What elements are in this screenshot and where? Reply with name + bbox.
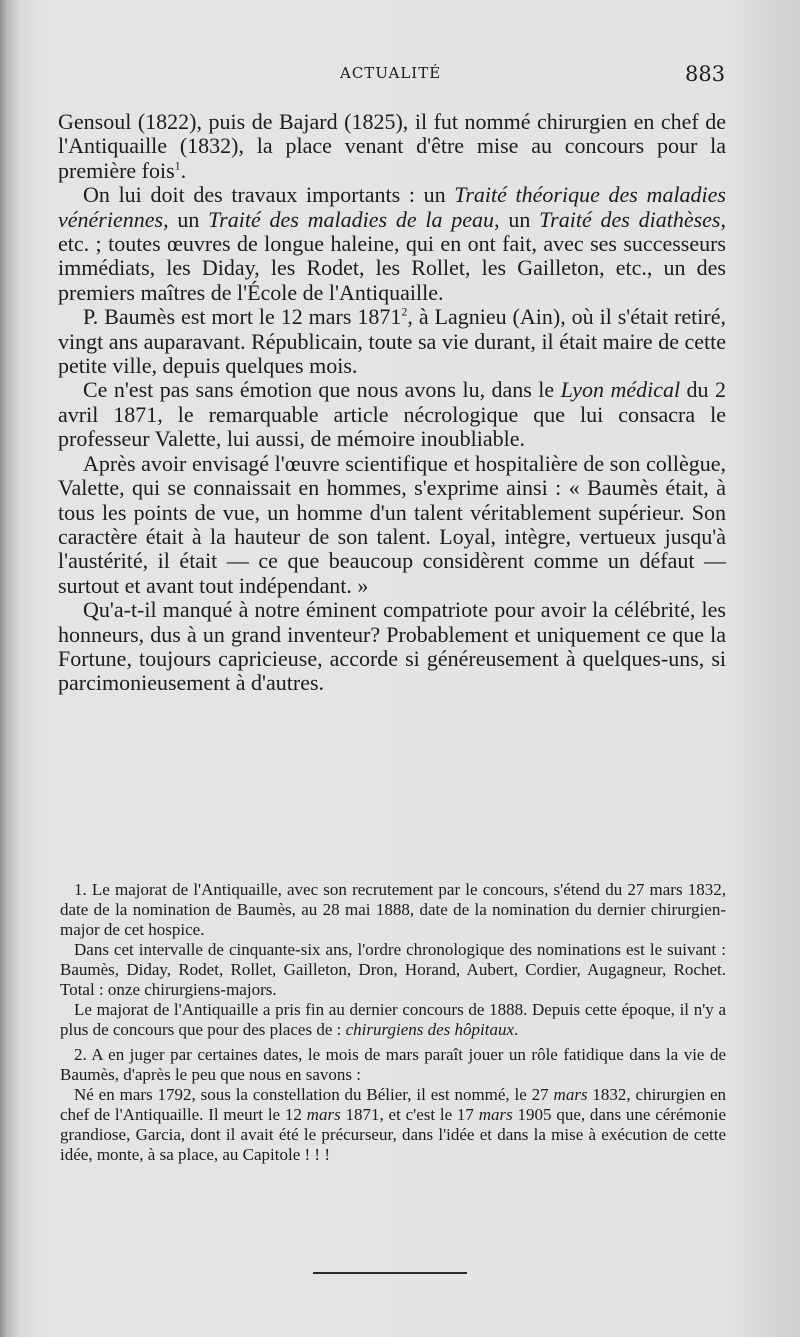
footnote-2-part: Né en mars 1792, sous la constellation du Bélier, il est nommé, le 27 <box>74 1085 554 1104</box>
page-header <box>0 62 800 92</box>
footnote-2-part: 1871, et c'est le 17 <box>340 1105 479 1124</box>
book-title-diatheses: Traité des diathèses <box>539 206 721 232</box>
paragraph-5: Après avoir envisagé l'œuvre scientifique et hospitalière de son collègue, Valette, qui se connaissait en hommes, s'exprime ainsi : « Baumès était, à tous les points de vue, un homme d'un talent véritablement supérieur. Son caractère était à la hauteur de son talent. Loyal, intègre, vertueux jusqu'à l'austérité, il était — ce que beaucoup considèrent comme un défaut — surtout et avant tout indépendant. » <box>58 450 726 598</box>
paragraph-3-part: P. Baumès est mort le 12 mars 1871 <box>83 304 402 330</box>
running-title: ACTUALITÉ <box>340 64 442 82</box>
paragraph-2-part: , etc. ; toutes œuvres de longue haleine, qui en ont fait, avec ses successeurs immédiats, les Diday, les Rodet, les Rollet, les Gailleton, etc., un des premiers maîtres de l'École de l'Antiquaille. <box>58 206 726 305</box>
page-number: 883 <box>685 62 726 86</box>
footnote-2: 2. A en juger par certaines dates, le mois de mars paraît jouer un rôle fatidique dans la vie de Baumès, d'après le peu que nous en savons : <box>60 1045 726 1084</box>
paragraph-1-end: . <box>180 157 187 183</box>
paragraph-2-part: , un <box>163 206 209 232</box>
paragraph-2 <box>58 183 726 305</box>
footnote-1: 1. Le majorat de l'Antiquaille, avec son recrutement par le concours, s'étend du 27 mars 1832, date de la nomination de Baumès, au 28 mai 1888, date de la nomination du dernier chirurgien-major de cet hospice. <box>60 880 726 939</box>
footnote-2-emphasis: mars <box>553 1085 588 1104</box>
paragraph-1-text: Gensoul (1822), puis de Bajard (1825), il fut nommé chirurgien en chef de l'Antiquaille (1832), la place venant d'être mise au concours pour la première fois <box>58 109 726 183</box>
footnote-2-part: 1832, chirurgien en chef de l'Antiquaille. Il meurt le 12 <box>60 1085 726 1124</box>
paragraph-2-part: , un <box>494 206 540 232</box>
footnote-1-continued: Dans cet intervalle de cinquante-six ans, l'ordre chronologique des nominations est le suivant : Baumès, Diday, Rodet, Rollet, Gailleton, Dron, Horand, Aubert, Cordier, Augagneur, Rochet. Total : onze chirurgiens-majors. <box>60 940 726 999</box>
main-text <box>58 110 726 696</box>
paragraph-3-part: , à Lagnieu (Ain), où il s'était retiré, vingt ans auparavant. Républicain, toute sa vie durant, il était maire de cette petite ville, depuis quelques mois. <box>58 304 726 379</box>
book-title-maladies-peau: Traité des maladies de la peau <box>208 206 495 232</box>
footnote-1-final <box>60 1000 726 1040</box>
paragraph-3 <box>58 305 726 378</box>
journal-title: Lyon médical <box>560 377 681 403</box>
footnote-1-final-part: . <box>514 1020 519 1039</box>
footnote-2-emphasis: mars <box>306 1105 341 1124</box>
paragraph-4-part: du 2 avril 1871, le remarquable article nécrologique que lui consacra le professeur Valette, lui aussi, de mémoire inoubliable. <box>58 377 727 452</box>
paragraph-4-part: Ce n'est pas sans émotion que nous avons lu, dans le <box>83 377 561 403</box>
end-rule <box>313 1272 467 1274</box>
footnote-ref-2: 2 <box>401 304 408 319</box>
paragraph-1 <box>58 110 726 183</box>
footnote-ref-1: 1 <box>174 158 181 173</box>
paragraph-2-part: On lui doit des travaux importants : un <box>83 182 455 208</box>
footnote-2-part: 1905 que, dans une cérémonie grandiose, Garcia, dont il avait été le précurseur, dans l'idée et dans la mise à exécution de cette idée, monte, à sa place, au Capitole ! ! ! <box>60 1105 727 1164</box>
book-title-maladies-veneriennes: Traité théorique des maladies vénériennes <box>58 182 726 232</box>
paragraph-4 <box>58 378 726 451</box>
footnote-1-final-part: Le majorat de l'Antiquaille a pris fin au dernier concours de 1888. Depuis cette époque, il n'y a plus de concours que pour des places de : <box>60 1000 726 1039</box>
footnote-2-continued <box>60 1085 726 1165</box>
footnote-1-emphasis: chirurgiens des hôpitaux <box>345 1020 515 1039</box>
paragraph-6: Qu'a-t-il manqué à notre éminent compatriote pour avoir la célébrité, les honneurs, dus à un grand inventeur? Probablement et uniquement ce que la Fortune, toujours capricieuse, accorde si généreusement à quelques-uns, si parcimonieusement à d'autres. <box>58 597 726 696</box>
footnotes <box>60 880 726 1165</box>
footnote-2-emphasis: mars <box>478 1105 513 1124</box>
